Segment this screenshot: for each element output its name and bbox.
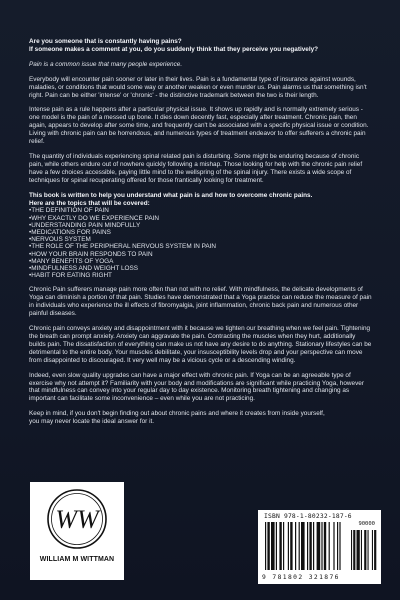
tagline: Pain is a common issue that many people experience. xyxy=(29,60,183,68)
paragraph-yoga-relief: Chronic Pain sufferers manage pain more often than not with no relief. With mindfulness, the delicate developments of Yoga can diminish a portion of that pain. Studies have demonstrated that a Yoga practice can reduce the measure of pain in individuals who experience the ill effects of fibromyalgia, joint inflammation, chronic back pain and numerous other painful diseases. xyxy=(29,286,372,318)
topic-item: • MEDICATIONS FOR PAINS xyxy=(29,229,373,236)
isbn-number: ISBN 978-1-80232-187-6 xyxy=(264,513,352,520)
topic-item: • THE ROLE OF THE PERIPHERAL NERVOUS SYSTEM IN PAIN xyxy=(29,243,373,250)
topic-item: • THE DEFINITION OF PAIN xyxy=(29,207,373,214)
topics-intro: This book is written to help you understand what pain is and how to overcome chronic pains. Here are the topics that will be covered: xyxy=(29,191,313,207)
monogram-icon xyxy=(46,488,108,550)
publisher-logo xyxy=(30,482,124,580)
topics-list xyxy=(29,207,373,279)
publisher-name: WILLIAM M WITTMAN xyxy=(39,556,115,563)
paragraph-pain-basics: Everybody will encounter pain sooner or later in their lives. Pain is a fundamental type of insurance against wounds, maladies, or conditions that would some way or another weaken or even murder us. Pain alarms us that something isn't right. Pain can be either 'intense' or 'chronic' - the distinctive trademark between the two is their length. xyxy=(29,75,367,99)
topic-item: • HABIT FOR EATING RIGHT xyxy=(29,272,373,279)
opening-question: Are you someone that is constantly having pains? If someone makes a comment at you, do you suddenly think that they perceive you negatively? xyxy=(29,38,319,53)
topic-item: • MINDFULNESS AND WEIGHT LOSS xyxy=(29,265,373,272)
barcode-icon xyxy=(263,522,377,572)
paragraph-exercise: Indeed, even slow quality upgrades can have a major effect with chronic pain. If Yoga can be an agreeable type of exercise why not attempt it? Familiarity with your body and modifications are significant while practicing Yoga, however that mindfulness can convey into your regular day to day existence. Monitoring breath tightening and changing as important can facilitate some inconvenience – even while you are not practicing. xyxy=(29,371,364,403)
paragraph-spinal-pain: The quantity of individuals experiencing spinal related pain is disturbing. Some might be enduring because of chronic pain, while others endure out of nowhere quickly following a mishap. Those looking for help with the chronic pain relief have a few choices accessible, paying little mind to the wellspring of the spinal injury. There exists a wide scope of techniques for spinal recuperating offered for those frantically looking for treatment. xyxy=(29,152,363,184)
topic-item: • MANY BENEFITS OF YOGA xyxy=(29,258,373,265)
topic-item: • NERVOUS SYSTEM xyxy=(29,236,373,243)
ean-digits: 9 781802 321876 xyxy=(262,574,340,581)
paragraph-intense-pain: Intense pain as a rule happens after a particular physical issue. It shows up rapidly and is normally extremely serious - one model is the pain of a messed up bone. It dies down decently fast, especially after treatment. Chronic pain, then again, appears to develop after some time, and frequently can't be associated with a specific physical issue or condition. Living with chronic pain can be horrendous, and numerous types of treatment endeavor to offer sufferers a chronic pain relief. xyxy=(29,106,369,146)
isbn-barcode xyxy=(258,510,381,584)
paragraph-anxiety: Chronic pain conveys anxiety and disappointment with it because we tighten our breathing when we feel pain. Tightening the breath can prompt anxiety. Anxiety can aggravate the pain. Contracting the muscles when they hurt, additionally builds pain. The dissatisfaction of everything can make us not have any desire to do anything. Stationary lifestyles can be detrimental to the entire body. Your muscles debilitate, your insusceptibility levels drop and your perspective can move from disappointed to discouraged. It very well may be a vicious cycle or a descending winding. xyxy=(29,325,372,364)
paragraph-closing: Keep in mind, if you don't begin finding out about chronic pains and where it creates from inside yourself, you may never locate the ideal answer for it. xyxy=(29,410,325,426)
price-code: 90000 xyxy=(358,521,375,527)
monogram-text: WW xyxy=(55,505,99,534)
topic-item: • WHY EXACTLY DO WE EXPERIENCE PAIN xyxy=(29,215,373,222)
topic-item: • UNDERSTANDING PAIN MINDFULLY xyxy=(29,222,373,229)
topic-item: • HOW YOUR BRAIN RESPONDS TO PAIN xyxy=(29,251,373,258)
back-cover-blurb xyxy=(29,38,373,433)
